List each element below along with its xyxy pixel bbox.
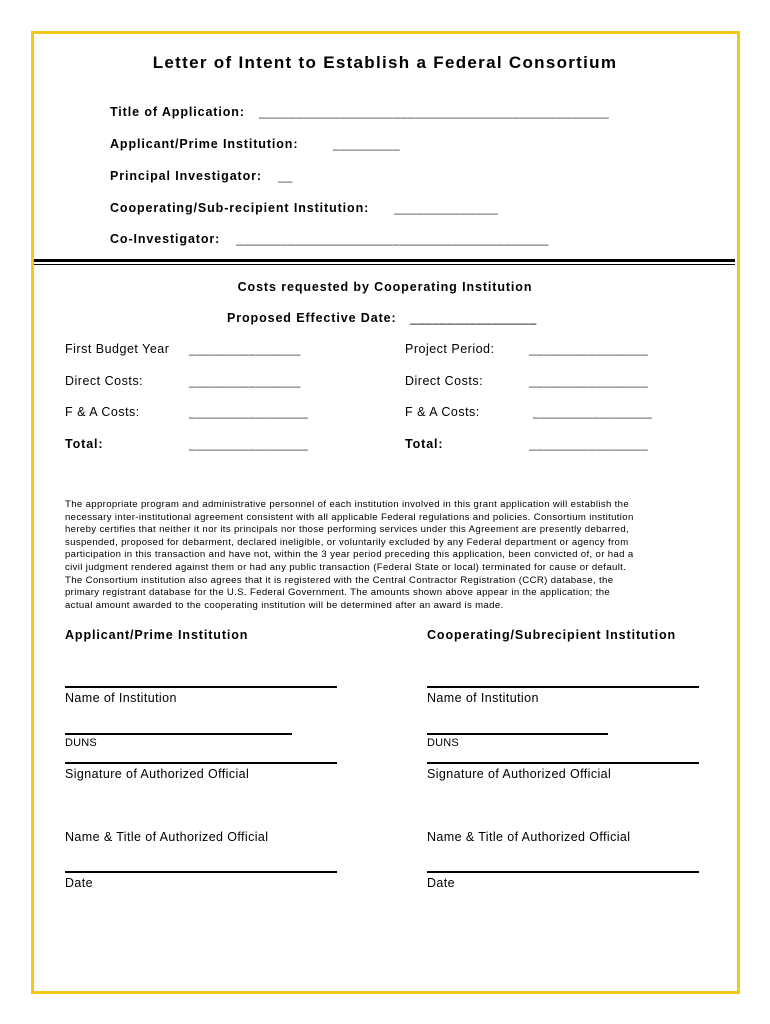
left-signature-line[interactable] xyxy=(65,762,337,764)
certification-paragraph xyxy=(65,499,705,612)
cooperating-institution-field[interactable]: ______________ xyxy=(394,201,499,215)
fa-costs-right-label: F & A Costs: xyxy=(405,405,480,419)
principal-investigator-label: Principal Investigator: xyxy=(110,169,262,183)
total-left-label: Total: xyxy=(65,437,104,451)
total-right-field[interactable]: ________________ xyxy=(529,437,649,451)
right-name-of-institution-label: Name of Institution xyxy=(427,691,539,705)
fa-costs-left-field[interactable]: ________________ xyxy=(189,405,309,419)
fa-costs-left-label: F & A Costs: xyxy=(65,405,140,419)
effective-date-label: Proposed Effective Date: xyxy=(227,311,397,325)
right-date-line[interactable] xyxy=(427,871,699,873)
applicant-prime-institution-label: Applicant/Prime Institution: xyxy=(110,137,299,151)
left-name-title-label: Name & Title of Authorized Official xyxy=(65,830,269,844)
right-name-title-label: Name & Title of Authorized Official xyxy=(427,830,631,844)
left-signature-label: Signature of Authorized Official xyxy=(65,767,250,781)
first-budget-year-field[interactable]: _______________ xyxy=(189,342,301,356)
applicant-signature-heading: Applicant/Prime Institution xyxy=(65,628,249,642)
co-investigator-field[interactable]: __________________________________________ xyxy=(236,232,549,246)
principal-investigator-field[interactable]: __ xyxy=(278,169,293,183)
applicant-prime-institution-field[interactable]: _________ xyxy=(333,137,401,151)
right-duns-label: DUNS xyxy=(427,737,459,749)
title-of-application-field[interactable]: _______________________________________________ xyxy=(259,105,610,119)
left-name-of-institution-label: Name of Institution xyxy=(65,691,177,705)
paragraph-line: suspended, proposed for debarment, declared ineligible, or voluntarily excluded by any Federal department or agency from xyxy=(65,536,629,548)
right-date-label: Date xyxy=(427,876,456,890)
paragraph-line: participation in this transaction and have not, within the 3 year period preceding this application, been convicted of, or had a xyxy=(65,549,634,561)
left-date-line[interactable] xyxy=(65,871,337,873)
paragraph-line: civil judgment rendered against them or had any public transaction (Federal State or local) terminated for cause or default. xyxy=(65,561,627,573)
direct-costs-right-label: Direct Costs: xyxy=(405,374,484,388)
cooperating-signature-heading: Cooperating/Subrecipient Institution xyxy=(427,628,677,642)
first-budget-year-label: First Budget Year xyxy=(65,342,170,356)
fa-costs-right-field[interactable]: ________________ xyxy=(533,405,653,419)
co-investigator-label: Co-Investigator: xyxy=(110,232,221,246)
right-signature-label: Signature of Authorized Official xyxy=(427,767,612,781)
title-of-application-label: Title of Application: xyxy=(110,105,245,119)
project-period-label: Project Period: xyxy=(405,342,495,356)
paragraph-line: necessary inter-institutional agreement consistent with all applicable Federal regulations and policies. Consortium institution xyxy=(65,511,634,523)
costs-heading: Costs requested by Cooperating Institution xyxy=(237,280,533,294)
total-left-field[interactable]: ________________ xyxy=(189,437,309,451)
left-duns-label: DUNS xyxy=(65,737,97,749)
left-date-label: Date xyxy=(65,876,94,890)
section-divider-thin xyxy=(34,264,735,265)
cooperating-institution-label: Cooperating/Sub-recipient Institution: xyxy=(110,201,370,215)
left-institution-line[interactable] xyxy=(65,686,337,688)
right-signature-line[interactable] xyxy=(427,762,699,764)
effective-date-field[interactable]: _________________ xyxy=(410,311,537,325)
section-divider-thick xyxy=(34,259,735,262)
project-period-field[interactable]: ________________ xyxy=(529,342,649,356)
document-title: Letter of Intent to Establish a Federal Consortium xyxy=(152,53,618,72)
direct-costs-left-label: Direct Costs: xyxy=(65,374,144,388)
paragraph-line: The Consortium institution also agrees that it is registered with the Central Contractor Registration (CCR) database, the xyxy=(65,574,614,586)
left-duns-line[interactable] xyxy=(65,733,292,735)
paragraph-line: primary registrant database for the U.S. Federal Government. The amounts shown above appear in the application; the xyxy=(65,587,611,599)
total-right-label: Total: xyxy=(405,437,444,451)
direct-costs-right-field[interactable]: ________________ xyxy=(529,374,649,388)
right-duns-line[interactable] xyxy=(427,733,608,735)
direct-costs-left-field[interactable]: _______________ xyxy=(189,374,301,388)
paragraph-line: actual amount awarded to the cooperating institution will be determined after an award is made. xyxy=(65,599,504,611)
paragraph-line: The appropriate program and administrative personnel of each institution involved in this grant application will establish the xyxy=(65,499,630,510)
right-institution-line[interactable] xyxy=(427,686,699,688)
paragraph-line: hereby certifies that neither it nor its principals nor those performing services under this Agreement are presently debarred, xyxy=(65,524,630,536)
